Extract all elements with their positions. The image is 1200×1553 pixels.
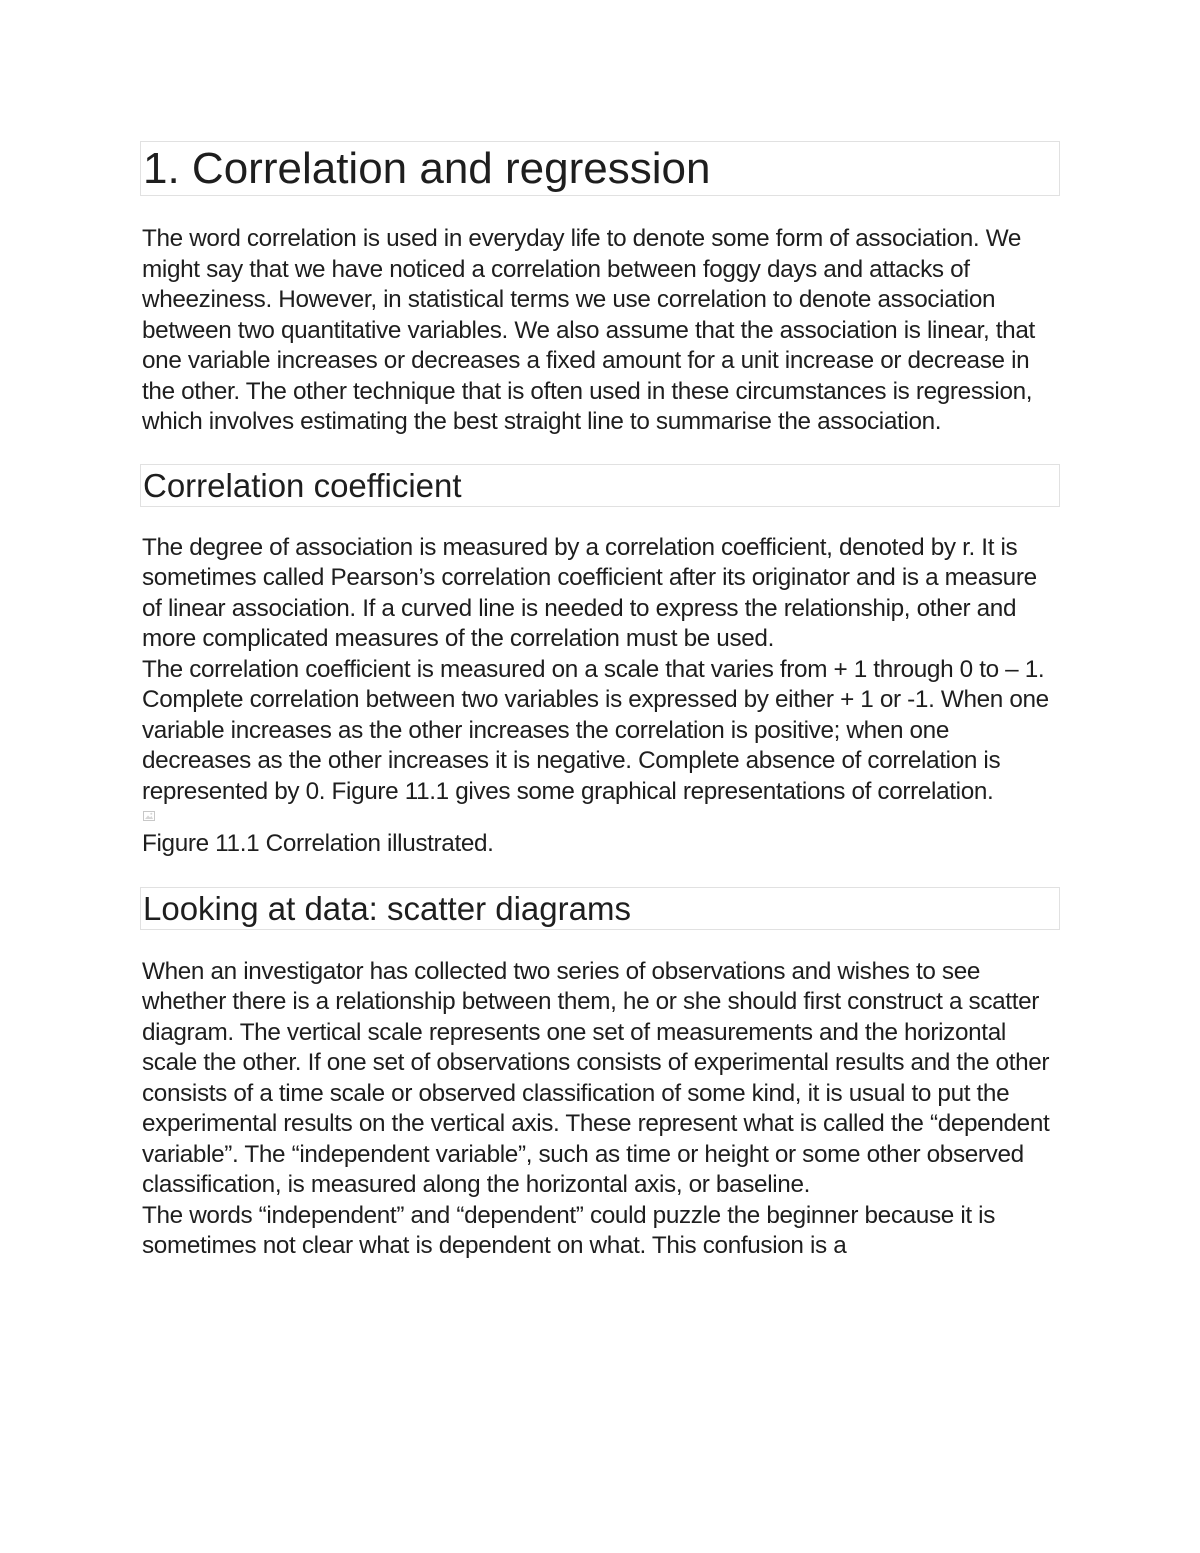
broken-image-icon (143, 811, 155, 821)
scatter-diagrams-paragraph-2: The words “independent” and “dependent” could puzzle the beginner because it is sometimes not clear what is dependent on what. This confusion is a (142, 1201, 996, 1259)
document-page (140, 141, 1062, 1262)
correlation-coefficient-paragraph-2: The correlation coefficient is measured on a scale that varies from + 1 through 0 to – 1. Complete correlation between two variables is expressed by either + 1 or -1. When one variable increases as the other increases the correlation is positive; when one decreases as the other increases it is negative. Complete absence of correlation is represented by 0. Figure 11.1 gives some graphical representations of correlation. (142, 655, 1049, 805)
correlation-coefficient-paragraph-1: The degree of association is measured by a correlation coefficient, denoted by r. It is sometimes called Pearson’s correlation coefficient after its originator and is a measure of linear association. If a curved line is needed to express the relationship, other and more complicated measures of the correlation must be used. (142, 533, 1037, 652)
figure-caption: Figure 11.1 Correlation illustrated. (142, 830, 494, 857)
intro-paragraph: The word correlation is used in everyday life to denote some form of association. We might say that we have noticed a correlation between foggy days and attacks of wheeziness. However, in statistical terms we use correlation to denote association between two quantitative variables. We also assume that the association is linear, that one variable increases or decreases a fixed amount for a unit increase or decrease in the other. The other technique that is often used in these circumstances is regression, which involves estimating the best straight line to summarise the association. (142, 225, 1035, 435)
section-title-scatter-diagrams: Looking at data: scatter diagrams (140, 887, 1060, 930)
scatter-diagrams-paragraph-1: When an investigator has collected two series of observations and wishes to see whether there is a relationship between them, he or she should first construct a scatter diagram. The vertical scale represents one set of measurements and the horizontal scale the other. If one set of observations consists of experimental results and the other consists of a time scale or observed classification of some kind, it is usual to put the experimental results on the vertical axis. These represent what is called the “dependent variable”. The “independent variable”, such as time or height or some other observed classification, is measured along the horizontal axis, or baseline. (142, 957, 1050, 1198)
section-title-correlation-coefficient: Correlation coefficient (140, 464, 1060, 507)
section-title-correlation-and-regression: 1. Correlation and regression (140, 141, 1060, 196)
